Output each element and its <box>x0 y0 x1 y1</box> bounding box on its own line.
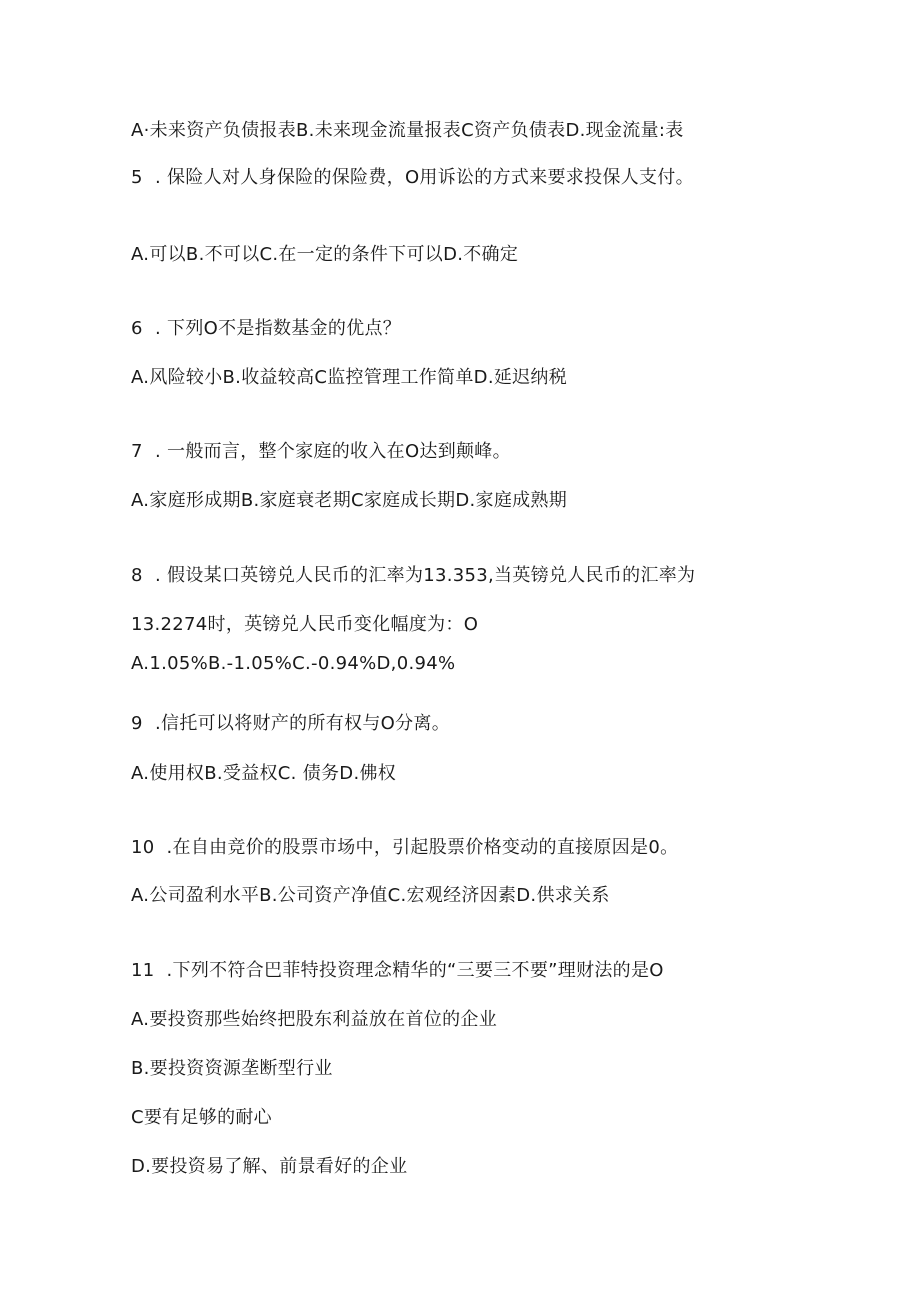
question-10 <box>131 836 678 860</box>
option-line: A·未来资产负债报表B.未来现金流量报表C资产负债表D.现金流量:表 <box>131 120 684 141</box>
option-line: A.可以B.不可以C.在一定的条件下可以D.不确定 <box>131 244 519 265</box>
question-text: .信托可以将财产的所有权与O分离。 <box>155 713 450 734</box>
q8-options <box>131 652 455 676</box>
question-7 <box>131 440 511 464</box>
question-8 <box>131 564 695 588</box>
question-number: 7 <box>131 441 143 462</box>
question-text: . 保险人对人身保险的保险费，O用诉讼的方式来要求投保人支付。 <box>155 167 694 188</box>
question-number: 9 <box>131 713 143 734</box>
question-text: 13.2274时，英镑兑人民币变化幅度为：O <box>131 614 479 635</box>
q5-options <box>131 243 518 267</box>
q9-options <box>131 762 396 786</box>
question-text: . 下列O不是指数基金的优点？ <box>155 318 402 339</box>
q11-option-d <box>131 1155 407 1179</box>
question-number: 11 <box>131 960 155 981</box>
option-line: A.家庭形成期B.家庭衰老期C家庭成长期D.家庭成熟期 <box>131 490 568 511</box>
q11-option-b <box>131 1057 333 1081</box>
question-text: . 一般而言，整个家庭的收入在O达到颠峰。 <box>155 441 511 462</box>
question-text: .下列不符合巴菲特投资理念精华的“三要三不要”理财法的是O <box>166 960 664 981</box>
question-text: .在自由竞价的股票市场中，引起股票价格变动的直接原因是0。 <box>166 837 679 858</box>
question-6 <box>131 317 401 341</box>
question-9 <box>131 712 450 736</box>
option-line: D.要投资易了解、前景看好的企业 <box>131 1156 408 1177</box>
option-line: A.风险较小B.收益较高C监控管理工作简单D.延迟纳税 <box>131 367 568 388</box>
option-line: A.公司盈利水平B.公司资产净值C.宏观经济因素D.供求关系 <box>131 885 610 906</box>
q11-option-c <box>131 1106 272 1130</box>
question-number: 8 <box>131 565 143 586</box>
question-text: . 假设某口英镑兑人民币的汇率为13.353,当英镑兑人民币的汇率为 <box>155 565 696 586</box>
question-number: 5 <box>131 167 143 188</box>
option-line: A.1.05%B.-1.05%C.-0.94%D,0.94% <box>131 653 456 674</box>
q4-options <box>131 119 684 143</box>
option-line: A.使用权B.受益权C. 债务D.佛权 <box>131 763 397 784</box>
option-line: A.要投资那些始终把股东利益放在首位的企业 <box>131 1009 498 1030</box>
question-5 <box>131 166 694 190</box>
question-number: 10 <box>131 837 155 858</box>
q11-option-a <box>131 1008 497 1032</box>
option-line: B.要投资资源垄断型行业 <box>131 1058 333 1079</box>
question-8-continued <box>131 613 478 637</box>
q7-options <box>131 489 567 513</box>
question-11 <box>131 959 664 983</box>
q6-options <box>131 366 567 390</box>
q10-options <box>131 884 610 908</box>
question-number: 6 <box>131 318 143 339</box>
option-line: C要有足够的耐心 <box>131 1107 272 1128</box>
